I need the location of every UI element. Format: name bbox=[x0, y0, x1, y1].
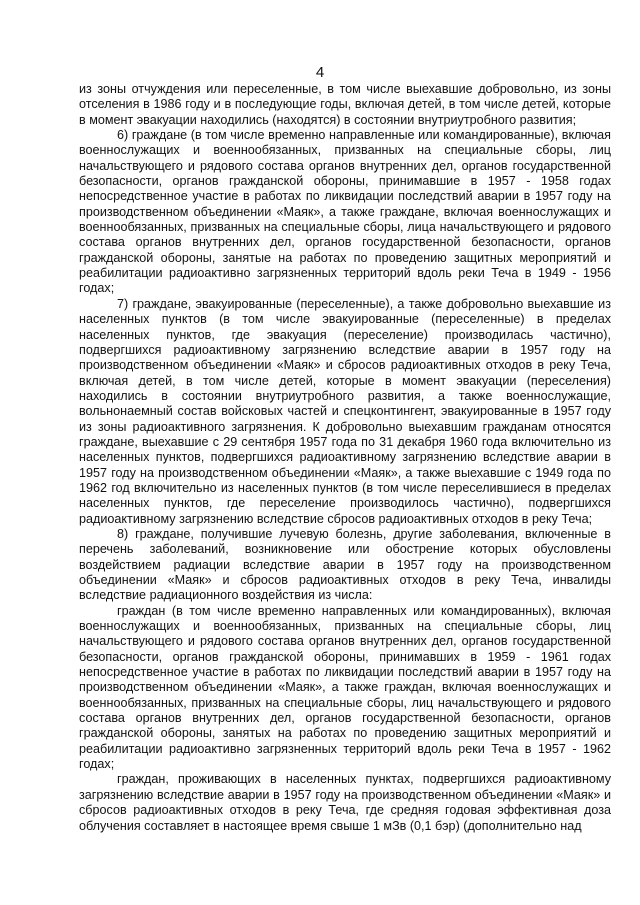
paragraph-subitem-liquidators: граждан (в том числе временно направленных или командированных), включая военнослужащих и военнообязанных, призванных на специальные сборы, лиц начальствующего и рядового состава органов внутренних дел, органов государственной безопасности, органов гражданской обороны, принимавших в 1959 - 1961 годах непосредственное участие в работах по ликвидации последствий аварии в 1957 году на производственном объединении «Маяк», а также граждан, включая военнослужащих и военнообязанных, призванных на специальные сборы, лиц начальствующего и рядового состава органов внутренних дел, органов государственной безопасности, органов гражданской обороны, занятых на работах по проведению защитных мероприятий и реабилитации радиоактивно загрязненных территорий вдоль реки Теча в 1957 - 1962 годах; bbox=[79, 603, 611, 772]
paragraph-item-7: 7) граждане, эвакуированные (переселенные), а также добровольно выехавшие из населенных пунктов (в том числе эвакуированные (переселенные) в пределах населенных пунктов, где эвакуация (переселение) производилась частично), подвергшихся радиоактивному загрязнению вследствие аварии в 1957 году на производственном объединении «Маяк» и сбросов радиоактивных отходов в реку Теча, включая детей, в том числе детей, которые в момент эвакуации (переселения) находились в состоянии внутриутробного развития, а также военнослужащие, вольнонаемный состав войсковых частей и спецконтингент, эвакуированные в 1957 году из зоны радиоактивного загрязнения. К добровольно выехавшим гражданам относятся граждане, выехавшие с 29 сентября 1957 года по 31 декабря 1960 года включительно из населенных пунктов, подвергшихся радиоактивному загрязнению вследствие аварии в 1957 году на производственном объединении «Маяк», а также выехавшие с 1949 года по 1962 год включительно из населенных пунктов (в том числе переселившиеся в пределах населенных пунктов, где переселение производилось частично), подвергшихся радиоактивному загрязнению вследствие сбросов радиоактивных отходов в реку Теча; bbox=[79, 296, 611, 526]
body-text bbox=[79, 82, 611, 834]
paragraph-item-8: 8) граждане, получившие лучевую болезнь, другие заболевания, включенные в перечень заболеваний, возникновение или обострение которых обусловлены воздействием радиации вследствие аварии в 1957 году на производственном объединении «Маяк» и сбросов радиоактивных отходов в реку Теча, инвалиды вследствие радиационного воздействия из числа: bbox=[79, 526, 611, 603]
page-number: 4 bbox=[315, 64, 325, 81]
paragraph-item-6: 6) граждане (в том числе временно направленные или командированные), включая военнослужащих и военнообязанных, призванных на специальные сборы, лиц начальствующего и рядового состава органов внутренних дел, органов государственной безопасности, органов гражданской обороны, принимавшие в 1957 - 1958 годах непосредственное участие в работах по ликвидации последствий аварии в 1957 году на производственном объединении «Маяк», а также граждане, включая военнослужащих и военнообязанных, призванных на специальные сборы, лица начальствующего и рядового состава органов внутренних дел, органов государственной безопасности, органов гражданской обороны, занятые на работах по проведению защитных мероприятий и реабилитации радиоактивно загрязненных территорий вдоль реки Теча в 1949 - 1956 годах; bbox=[79, 128, 611, 296]
paragraph-subitem-residents: граждан, проживающих в населенных пунктах, подвергшихся радиоактивному загрязнению вследствие аварии в 1957 году на производственном объединении «Маяк» и сбросов радиоактивных отходов в реку Теча, где средняя годовая эффективная доза облучения составляет в настоящее время свыше 1 мЗв (0,1 бэр) (дополнительно над bbox=[79, 772, 611, 833]
paragraph-continuation: из зоны отчуждения или переселенные, в том числе выехавшие добровольно, из зоны отселения в 1986 году и в последующие годы, включая детей, в том числе детей, которые в момент эвакуации находились (находятся) в состоянии внутриутробного развития; bbox=[79, 82, 611, 127]
